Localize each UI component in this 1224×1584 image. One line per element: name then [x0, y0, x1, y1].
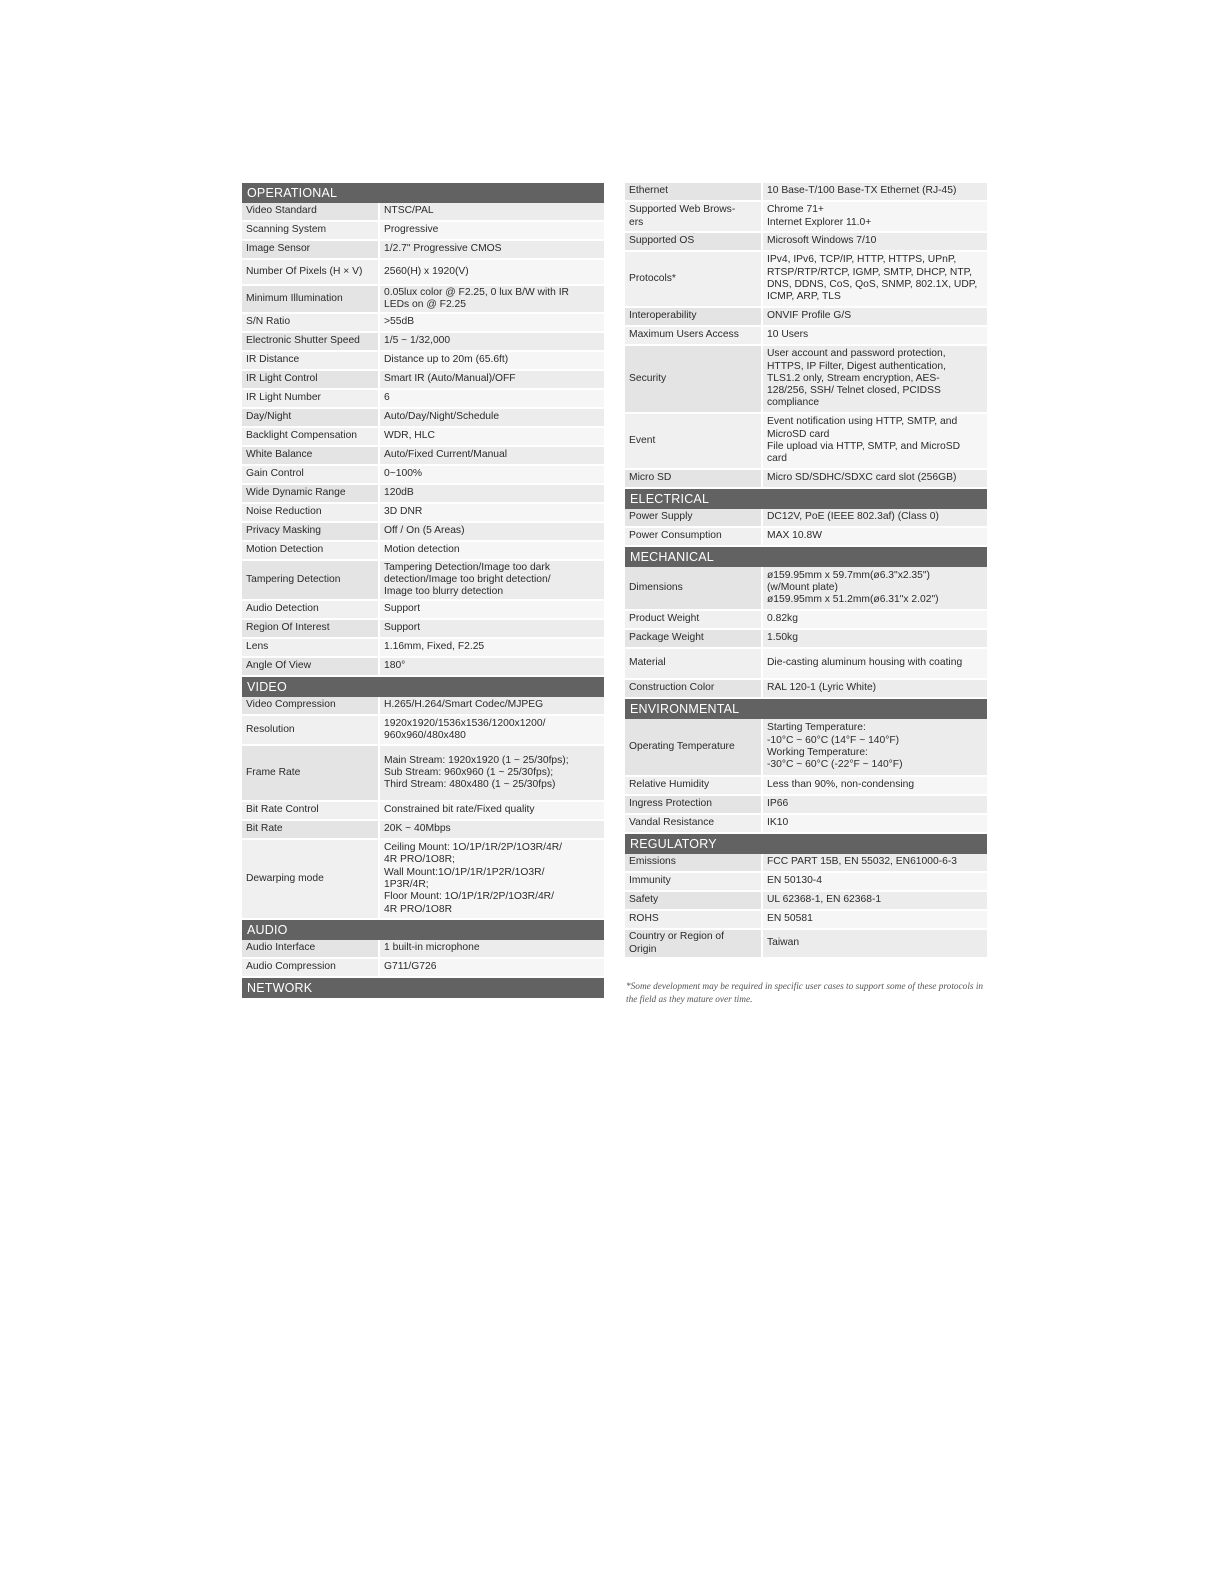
section-header: OPERATIONAL: [242, 183, 604, 203]
spec-label: Immunity: [625, 873, 763, 890]
spec-value: UL 62368-1, EN 62368-1: [763, 892, 987, 909]
spec-label: Protocols*: [625, 252, 763, 306]
spec-label: Number Of Pixels (H × V): [242, 260, 380, 284]
spec-value: Micro SD/SDHC/SDXC card slot (256GB): [763, 470, 987, 487]
spec-label: Material: [625, 649, 763, 678]
spec-label: Country or Region of Origin: [625, 930, 763, 957]
spec-label: Vandal Resistance: [625, 815, 763, 832]
spec-label: Interoperability: [625, 308, 763, 325]
spec-value: Distance up to 20m (65.6ft): [380, 352, 604, 369]
spec-value: 1/5 ~ 1/32,000: [380, 333, 604, 350]
spec-row: [625, 567, 987, 611]
spec-row: [242, 241, 604, 260]
spec-label: Ingress Protection: [625, 796, 763, 813]
spec-label: Noise Reduction: [242, 504, 380, 521]
spec-label: Frame Rate: [242, 746, 380, 800]
spec-row: [242, 959, 604, 978]
spec-row: [625, 183, 987, 202]
spec-row: [625, 346, 987, 414]
spec-value: Smart IR (Auto/Manual)/OFF: [380, 371, 604, 388]
spec-row: [242, 940, 604, 959]
spec-label: Audio Detection: [242, 601, 380, 618]
spec-value: 10 Users: [763, 327, 987, 344]
spec-value: EN 50581: [763, 911, 987, 928]
section-header: AUDIO: [242, 920, 604, 940]
spec-row: [625, 719, 987, 777]
spec-row: [625, 202, 987, 233]
section-network-continued: [625, 183, 987, 489]
spec-row: [625, 308, 987, 327]
spec-label: Supported Web Brows- ers: [625, 202, 763, 231]
spec-label: Backlight Compensation: [242, 428, 380, 445]
spec-label: Ethernet: [625, 183, 763, 200]
spec-value: RAL 120-1 (Lyric White): [763, 680, 987, 697]
spec-value: Taiwan: [763, 930, 987, 957]
spec-row: [625, 611, 987, 630]
spec-value: IPv4, IPv6, TCP/IP, HTTP, HTTPS, UPnP, RTSP/RTP/RTCP, IGMP, SMTP, DHCP, NTP, DNS, DDNS, CoS, QoS, SNMP, 802.1X, UDP, ICMP, ARP, TLS: [763, 252, 987, 306]
spec-row: [625, 815, 987, 834]
spec-row: [242, 802, 604, 821]
spec-label: Minimum Illumination: [242, 286, 380, 312]
spec-label: Micro SD: [625, 470, 763, 487]
spec-label: Power Consumption: [625, 528, 763, 545]
spec-row: [625, 680, 987, 699]
spec-value: Tampering Detection/Image too dark detection/Image too bright detection/ Image too blurry detection: [380, 561, 604, 599]
spec-label: Audio Interface: [242, 940, 380, 957]
spec-label: Audio Compression: [242, 959, 380, 976]
spec-label: Motion Detection: [242, 542, 380, 559]
spec-table: [625, 509, 987, 547]
spec-row: [625, 930, 987, 959]
spec-row: [242, 314, 604, 333]
spec-label: Video Compression: [242, 697, 380, 714]
spec-value: WDR, HLC: [380, 428, 604, 445]
spec-row: [242, 390, 604, 409]
spec-label: Maximum Users Access: [625, 327, 763, 344]
spec-value: Starting Temperature: -10°C ~ 60°C (14°F ~ 140°F) Working Temperature: -30°C ~ 60°C (-22°F ~ 140°F): [763, 719, 987, 775]
spec-value: 6: [380, 390, 604, 407]
spec-row: [242, 485, 604, 504]
spec-row: [242, 466, 604, 485]
spec-label: Tampering Detection: [242, 561, 380, 599]
spec-table: [242, 940, 604, 978]
spec-row: [625, 414, 987, 470]
spec-value: Auto/Day/Night/Schedule: [380, 409, 604, 426]
spec-value: 1.16mm, Fixed, F2.25: [380, 639, 604, 656]
spec-value: Support: [380, 620, 604, 637]
spec-value: Off / On (5 Areas): [380, 523, 604, 540]
spec-row: [242, 409, 604, 428]
spec-value: FCC PART 15B, EN 55032, EN61000-6-3: [763, 854, 987, 871]
spec-label: Product Weight: [625, 611, 763, 628]
spec-value: 180°: [380, 658, 604, 675]
spec-row: [625, 233, 987, 252]
section-network: [242, 978, 604, 998]
section-audio: [242, 920, 604, 978]
section-header: NETWORK: [242, 978, 604, 998]
spec-value: User account and password protection, HTTPS, IP Filter, Digest authentication, TLS1.2 only, Stream encryption, AES- 128/256, SSH/ Telnet closed, PCIDSS compliance: [763, 346, 987, 412]
spec-row: [625, 777, 987, 796]
spec-row: [242, 821, 604, 840]
spec-value: 0~100%: [380, 466, 604, 483]
spec-row: [625, 649, 987, 680]
spec-table: [625, 183, 987, 489]
spec-value: 1920x1920/1536x1536/1200x1200/ 960x960/480x480: [380, 716, 604, 744]
spec-label: Bit Rate: [242, 821, 380, 838]
section-environmental: [625, 699, 987, 834]
spec-row: [242, 601, 604, 620]
spec-value: MAX 10.8W: [763, 528, 987, 545]
spec-value: Die-casting aluminum housing with coating: [763, 649, 987, 678]
spec-value: Constrained bit rate/Fixed quality: [380, 802, 604, 819]
spec-table: [625, 567, 987, 699]
spec-row: [625, 630, 987, 649]
section-operational: [242, 183, 604, 677]
spec-value: IK10: [763, 815, 987, 832]
spec-row: [242, 542, 604, 561]
spec-row: [242, 203, 604, 222]
section-header: VIDEO: [242, 677, 604, 697]
spec-value: Progressive: [380, 222, 604, 239]
footnote: *Some development may be required in specific user cases to support some of these protocols in the field as they mature over time.: [626, 982, 984, 1005]
section-header: REGULATORY: [625, 834, 987, 854]
spec-value: Chrome 71+ Internet Explorer 11.0+: [763, 202, 987, 231]
spec-label: White Balance: [242, 447, 380, 464]
spec-label: Scanning System: [242, 222, 380, 239]
spec-row: [242, 333, 604, 352]
spec-label: Emissions: [625, 854, 763, 871]
spec-value: DC12V, PoE (IEEE 802.3af) (Class 0): [763, 509, 987, 526]
spec-value: 1.50kg: [763, 630, 987, 647]
spec-row: [625, 873, 987, 892]
section-regulatory: [625, 834, 987, 959]
spec-label: Video Standard: [242, 203, 380, 220]
spec-value: 0.82kg: [763, 611, 987, 628]
spec-value: ø159.95mm x 59.7mm(ø6.3"x2.35") (w/Mount plate) ø159.95mm x 51.2mm(ø6.31"x 2.02"): [763, 567, 987, 609]
spec-row: [242, 352, 604, 371]
section-video: [242, 677, 604, 920]
spec-label: Day/Night: [242, 409, 380, 426]
spec-label: Construction Color: [625, 680, 763, 697]
spec-row: [242, 697, 604, 716]
spec-label: Operating Temperature: [625, 719, 763, 775]
spec-value: Motion detection: [380, 542, 604, 559]
spec-row: [242, 523, 604, 542]
spec-label: Wide Dynamic Range: [242, 485, 380, 502]
section-header: MECHANICAL: [625, 547, 987, 567]
spec-value: Microsoft Windows 7/10: [763, 233, 987, 250]
spec-table: [242, 697, 604, 920]
spec-value: EN 50130-4: [763, 873, 987, 890]
spec-label: ROHS: [625, 911, 763, 928]
spec-table: [242, 203, 604, 677]
spec-label: Relative Humidity: [625, 777, 763, 794]
spec-row: [242, 716, 604, 746]
spec-label: Electronic Shutter Speed: [242, 333, 380, 350]
section-header: ENVIRONMENTAL: [625, 699, 987, 719]
spec-table: [625, 854, 987, 959]
spec-label: Privacy Masking: [242, 523, 380, 540]
spec-label: Dewarping mode: [242, 840, 380, 918]
spec-value: Ceiling Mount: 1O/1P/1R/2P/1O3R/4R/ 4R PRO/1O8R; Wall Mount:1O/1P/1R/1P2R/1O3R/ 1P3R/4R; Floor Mount: 1O/1P/1R/2P/1O3R/4R/ 4R PRO/1O8R: [380, 840, 604, 918]
spec-label: Dimensions: [625, 567, 763, 609]
spec-label: S/N Ratio: [242, 314, 380, 331]
spec-label: IR Light Number: [242, 390, 380, 407]
spec-label: Safety: [625, 892, 763, 909]
spec-row: [625, 509, 987, 528]
spec-value: Less than 90%, non-condensing: [763, 777, 987, 794]
spec-value: 1 built-in microphone: [380, 940, 604, 957]
spec-label: Supported OS: [625, 233, 763, 250]
spec-row: [242, 840, 604, 920]
spec-row: [242, 286, 604, 314]
spec-row: [625, 854, 987, 873]
spec-label: Image Sensor: [242, 241, 380, 258]
spec-value: Auto/Fixed Current/Manual: [380, 447, 604, 464]
spec-label: Security: [625, 346, 763, 412]
spec-value: Main Stream: 1920x1920 (1 ~ 25/30fps); Sub Stream: 960x960 (1 ~ 25/30fps); Third Stream: 480x480 (1 ~ 25/30fps): [380, 746, 604, 800]
spec-value: 2560(H) x 1920(V): [380, 260, 604, 284]
spec-label: Resolution: [242, 716, 380, 744]
spec-label: Angle Of View: [242, 658, 380, 675]
spec-row: [625, 911, 987, 930]
spec-row: [625, 252, 987, 308]
spec-row: [242, 639, 604, 658]
spec-row: [625, 528, 987, 547]
spec-value: 0.05lux color @ F2.25, 0 lux B/W with IR LEDs on @ F2.25: [380, 286, 604, 312]
spec-row: [242, 371, 604, 390]
spec-value: ONVIF Profile G/S: [763, 308, 987, 325]
spec-row: [242, 222, 604, 241]
spec-label: Lens: [242, 639, 380, 656]
spec-label: Power Supply: [625, 509, 763, 526]
spec-value: 1/2.7" Progressive CMOS: [380, 241, 604, 258]
spec-label: Region Of Interest: [242, 620, 380, 637]
spec-value: 3D DNR: [380, 504, 604, 521]
spec-label: Event: [625, 414, 763, 468]
spec-value: NTSC/PAL: [380, 203, 604, 220]
spec-row: [242, 428, 604, 447]
spec-value: 120dB: [380, 485, 604, 502]
spec-row: [625, 796, 987, 815]
spec-label: Package Weight: [625, 630, 763, 647]
spec-row: [242, 620, 604, 639]
spec-value: >55dB: [380, 314, 604, 331]
section-header: ELECTRICAL: [625, 489, 987, 509]
spec-row: [242, 561, 604, 601]
spec-row: [242, 746, 604, 802]
right-spec-column: [625, 183, 987, 959]
spec-row: [625, 470, 987, 489]
spec-label: Gain Control: [242, 466, 380, 483]
spec-value: H.265/H.264/Smart Codec/MJPEG: [380, 697, 604, 714]
spec-label: Bit Rate Control: [242, 802, 380, 819]
spec-row: [242, 260, 604, 286]
spec-value: 20K ~ 40Mbps: [380, 821, 604, 838]
spec-value: Event notification using HTTP, SMTP, and MicroSD card File upload via HTTP, SMTP, and MicroSD card: [763, 414, 987, 468]
spec-label: IR Light Control: [242, 371, 380, 388]
spec-table: [625, 719, 987, 834]
section-electrical: [625, 489, 987, 547]
section-mechanical: [625, 547, 987, 699]
spec-value: Support: [380, 601, 604, 618]
spec-row: [625, 327, 987, 346]
spec-row: [242, 658, 604, 677]
left-spec-column: [242, 183, 604, 998]
spec-row: [242, 504, 604, 523]
spec-value: IP66: [763, 796, 987, 813]
spec-value: G711/G726: [380, 959, 604, 976]
spec-row: [242, 447, 604, 466]
spec-row: [625, 892, 987, 911]
spec-value: 10 Base-T/100 Base-TX Ethernet (RJ-45): [763, 183, 987, 200]
spec-label: IR Distance: [242, 352, 380, 369]
